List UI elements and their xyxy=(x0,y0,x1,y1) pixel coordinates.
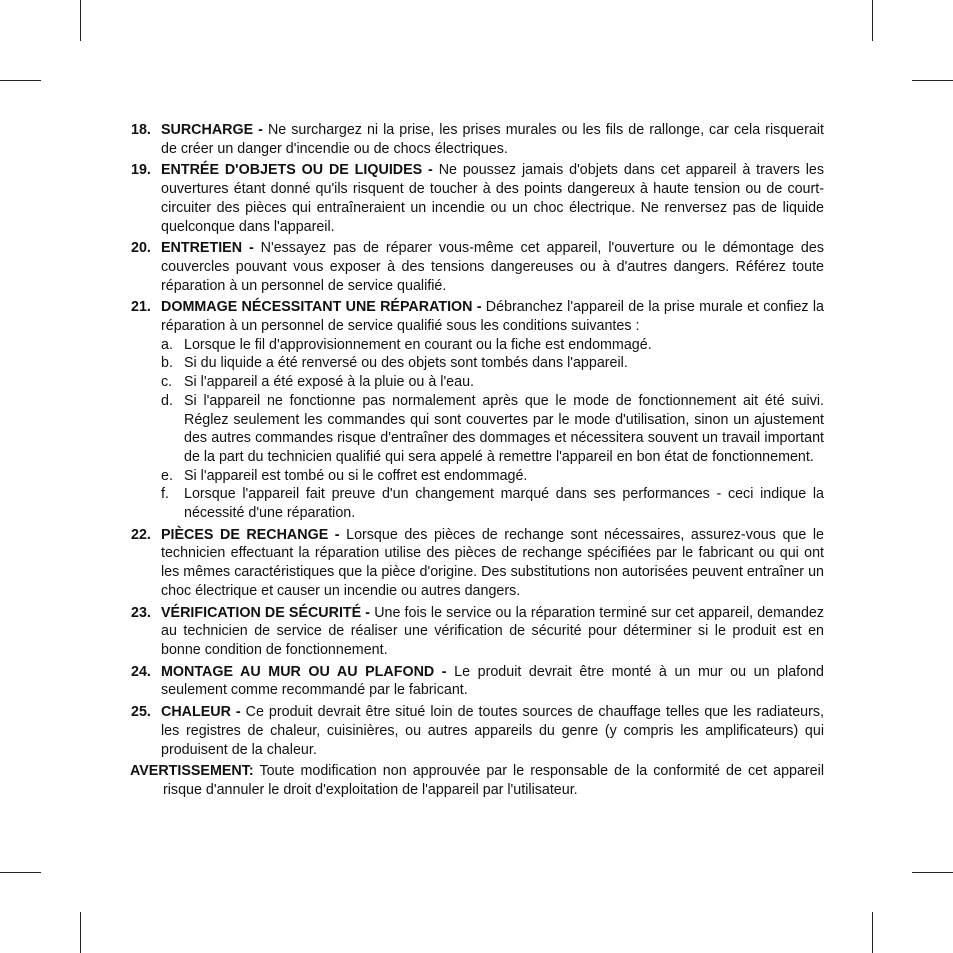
condition-text: Lorsque le fil d'approvisionnement en courant ou la fiche est endommagé. xyxy=(184,336,652,353)
condition-letter: b. xyxy=(161,355,173,372)
condition-letter: a. xyxy=(161,336,173,353)
condition-letter: e. xyxy=(161,467,173,484)
instruction-19 xyxy=(130,161,824,236)
condition-f xyxy=(161,485,824,522)
instruction-21 xyxy=(130,298,824,522)
item-text: Débranchez l'appareil de la prise murale et confiez la réparation à un personnel de service qualifié sous les conditions suivantes : xyxy=(161,299,824,335)
condition-b xyxy=(161,354,824,373)
crop-mark-top-right xyxy=(872,0,873,41)
item-title: PIÈCES DE RECHANGE - xyxy=(161,526,340,543)
condition-e xyxy=(161,467,824,486)
item-number: 25. xyxy=(131,704,151,721)
item-text: Lorsque des pièces de rechange sont nécessaires, assurez-vous que le technicien effectuant la réparation utilise des pièces de rechange spécifiées par le fabricant ou qui ont les mêmes caractéristiques que la pièce d'origine. Des substitutions non autorisées peuvent entraîner un choc électrique et causer un incendie ou autres dangers. xyxy=(161,526,824,599)
instruction-22 xyxy=(130,526,824,601)
instruction-24 xyxy=(130,663,824,700)
condition-text: Si du liquide a été renversé ou des objets sont tombés dans l'appareil. xyxy=(184,355,628,372)
condition-a xyxy=(161,336,824,355)
crop-mark-top-left xyxy=(80,0,81,41)
instruction-25 xyxy=(130,703,824,759)
item-title: ENTRÉE D'OBJETS OU DE LIQUIDES - xyxy=(161,162,433,179)
crop-mark-bottom-left xyxy=(80,912,81,953)
condition-letter: f. xyxy=(161,486,169,503)
item-text: Une fois le service ou la réparation terminé sur cet appareil, demandez au technicien de service de réaliser une vérification de sécurité pour déterminer si le produit est en bonne condition de fonctionnement. xyxy=(161,604,824,658)
item-text: Ne surchargez ni la prise, les prises murales ou les fils de rallonge, car cela risquerait de créer un danger d'incendie ou de chocs électriques. xyxy=(161,122,824,157)
item-number: 18. xyxy=(131,122,151,138)
item-text: N'essayez pas de réparer vous-même cet appareil, l'ouverture ou le démontage des couvercles pouvant vous exposer à des tensions dangereuses ou à d'autres dangers. Référez toute réparation à un personnel de service qualifié. xyxy=(161,240,824,294)
item-title: VÉRIFICATION DE SÉCURITÉ - xyxy=(161,604,371,621)
item-title: CHALEUR - xyxy=(161,704,241,721)
instruction-20 xyxy=(130,239,824,295)
item-number: 22. xyxy=(131,526,151,543)
item-number: 24. xyxy=(131,663,151,680)
warning-title: AVERTISSEMENT: xyxy=(130,763,254,780)
item-number: 23. xyxy=(131,604,151,621)
item-text: Le produit devrait être monté à un mur ou un plafond seulement comme recommandé par le fabricant. xyxy=(161,663,824,699)
crop-mark-left-bottom xyxy=(0,872,41,873)
condition-text: Si l'appareil ne fonctionne pas normalement après que le mode de fonctionnement ait été suivi. Réglez seulement les commandes qui sont couvertes par le mode d'utilisation, sinon un ajustement des autres commandes risque d'entraîner des dommages et nécessitera souvent un travail important de la part du technicien qualifié qui sera appelé à remettre l'appareil en bon état de fonctionnement. xyxy=(184,392,824,465)
item-title: SURCHARGE - xyxy=(161,122,263,138)
condition-text: Lorsque l'appareil fait preuve d'un changement marqué dans ses performances - ceci indique la nécessité d'une réparation. xyxy=(184,486,824,522)
condition-letter: d. xyxy=(161,392,173,409)
item-title: ENTRETIEN - xyxy=(161,240,254,257)
warning-notice xyxy=(130,762,824,799)
item-number: 20. xyxy=(131,240,151,257)
safety-instructions xyxy=(130,121,824,800)
crop-mark-right-bottom xyxy=(912,872,953,873)
condition-c xyxy=(161,373,824,392)
instruction-18 xyxy=(130,121,824,158)
item-text: Ne poussez jamais d'objets dans cet appareil à travers les ouvertures étant donné qu'ils risquent de toucher à des points dangereux à haute tension ou de court-circuiter des pièces qui entraîneraient un incendie ou un choc électrique. Ne renversez pas de liquide quelconque dans l'appareil. xyxy=(161,162,824,235)
warning-text: Toute modification non approuvée par le responsable de la conformité de cet appareil risque d'annuler le droit d'exploitation de l'appareil par l'utilisateur. xyxy=(163,763,824,798)
item-title: MONTAGE AU MUR OU AU PLAFOND - xyxy=(161,663,447,680)
condition-letter: c. xyxy=(161,374,173,391)
item-text: Ce produit devrait être situé loin de toutes sources de chauffage telles que les radiateurs, les registres de chaleur, cuisinières, ou autres appareils du genre (y compris les amplificateurs) qui produisent de la chaleur. xyxy=(161,704,824,758)
crop-mark-right-top xyxy=(912,80,953,81)
item-title: DOMMAGE NÉCESSITANT UNE RÉPARATION - xyxy=(161,299,482,316)
crop-mark-bottom-right xyxy=(872,912,873,953)
instruction-23 xyxy=(130,604,824,660)
condition-text: Si l'appareil est tombé ou si le coffret est endommagé. xyxy=(184,467,528,484)
crop-mark-left-top xyxy=(0,80,41,81)
condition-d xyxy=(161,392,824,467)
item-number: 21. xyxy=(131,299,151,316)
item-number: 19. xyxy=(131,162,151,179)
condition-text: Si l'appareil a été exposé à la pluie ou à l'eau. xyxy=(184,374,475,391)
